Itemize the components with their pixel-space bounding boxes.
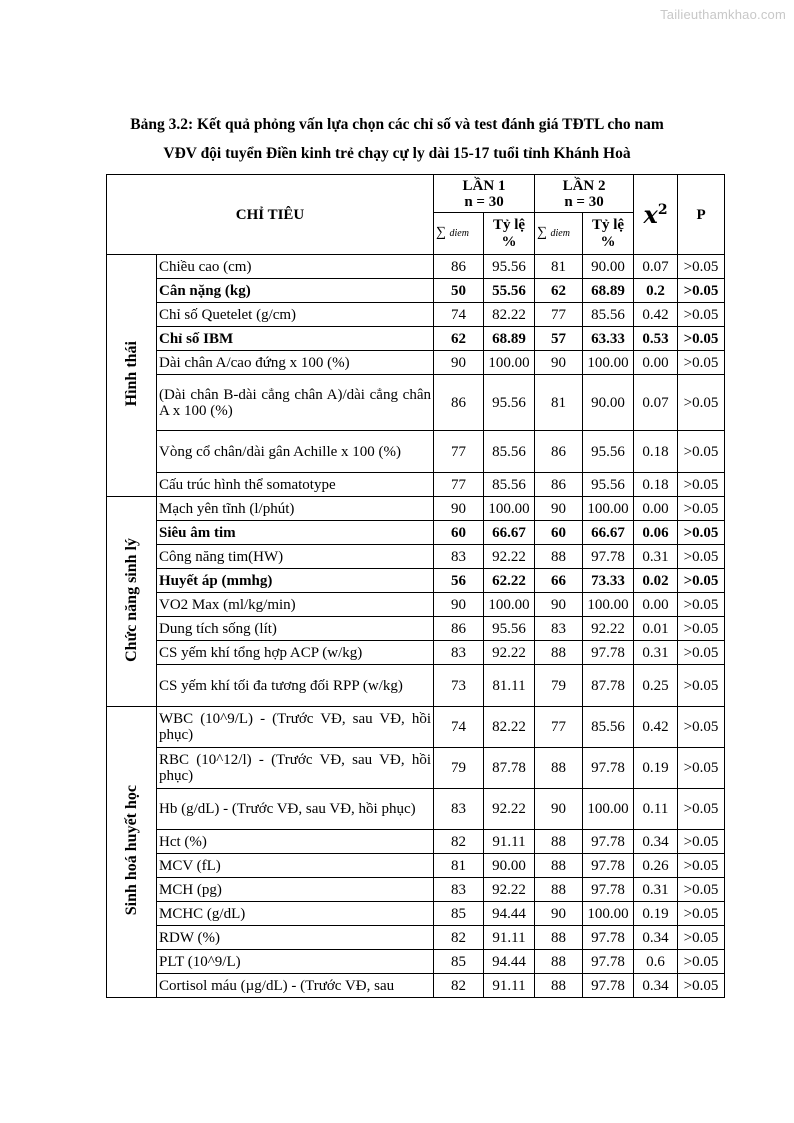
cell-chi: 0.31: [634, 878, 678, 902]
cell-rate2: 97.78: [583, 950, 634, 974]
row-name: PLT (10^9/L): [157, 950, 434, 974]
cell-rate1: 66.67: [484, 521, 535, 545]
cell-p: >0.05: [678, 974, 725, 998]
row-name: Mạch yên tĩnh (l/phút): [157, 497, 434, 521]
cell-chi: 0.00: [634, 593, 678, 617]
cell-p: >0.05: [678, 854, 725, 878]
cell-p: >0.05: [678, 375, 725, 431]
cell-p: >0.05: [678, 351, 725, 375]
cell-sum1: 82: [434, 830, 484, 854]
cell-sum2: 86: [535, 431, 583, 473]
watermark: Tailieuthamkhao.com: [660, 7, 786, 22]
cell-sum1: 85: [434, 902, 484, 926]
cell-chi: 0.26: [634, 854, 678, 878]
cell-rate1: 92.22: [484, 545, 535, 569]
row-name: RBC (10^12/l) - (Trước VĐ, sau VĐ, hồi phục): [157, 748, 434, 789]
cell-rate2: 97.78: [583, 926, 634, 950]
cell-rate1: 100.00: [484, 497, 535, 521]
table-title-line2: VĐV đội tuyển Điền kinh trẻ chạy cự ly dài 15-17 tuổi tỉnh Khánh Hoà: [163, 145, 631, 162]
cell-rate2: 68.89: [583, 279, 634, 303]
cell-sum1: 90: [434, 351, 484, 375]
cell-rate1: 95.56: [484, 255, 535, 279]
cell-chi: 0.01: [634, 617, 678, 641]
header-lan2-n: n = 30: [564, 193, 604, 210]
cell-chi: 0.42: [634, 303, 678, 327]
cell-rate2: 97.78: [583, 854, 634, 878]
cell-chi: 0.25: [634, 665, 678, 707]
row-name: CS yếm khí tối đa tương đối RPP (w/kg): [157, 665, 434, 707]
row-name: Chiều cao (cm): [157, 255, 434, 279]
row-name: Chỉ số IBM: [157, 327, 434, 351]
cell-sum2: 88: [535, 878, 583, 902]
cell-chi: 0.42: [634, 707, 678, 748]
cell-rate2: 97.78: [583, 878, 634, 902]
group-hinh-thai: [107, 255, 157, 497]
cell-sum2: 88: [535, 926, 583, 950]
header-rate-1: Tỷ lệ %: [484, 213, 535, 255]
cell-rate1: 100.00: [484, 351, 535, 375]
row-name: Công năng tim(HW): [157, 545, 434, 569]
cell-rate1: 94.44: [484, 902, 535, 926]
cell-p: >0.05: [678, 431, 725, 473]
cell-sum1: 83: [434, 789, 484, 830]
header-sum-1: [434, 213, 484, 255]
row-name: (Dài chân B-dài cẳng chân A)/dài cẳng chân A x 100 (%): [157, 375, 434, 431]
cell-sum1: 50: [434, 279, 484, 303]
cell-p: >0.05: [678, 830, 725, 854]
cell-sum2: 86: [535, 473, 583, 497]
cell-rate2: 92.22: [583, 617, 634, 641]
chi-exponent: 2: [657, 202, 668, 218]
row-name: Hct (%): [157, 830, 434, 854]
row-name: RDW (%): [157, 926, 434, 950]
cell-chi: 0.19: [634, 902, 678, 926]
cell-chi: 0.31: [634, 545, 678, 569]
row-name: Cấu trúc hình thể somatotype: [157, 473, 434, 497]
cell-p: >0.05: [678, 748, 725, 789]
cell-sum1: 86: [434, 617, 484, 641]
cell-rate2: 97.78: [583, 641, 634, 665]
cell-chi: 0.6: [634, 950, 678, 974]
cell-sum2: 81: [535, 375, 583, 431]
cell-rate1: 85.56: [484, 473, 535, 497]
row-name: Chỉ số Quetelet (g/cm): [157, 303, 434, 327]
cell-p: >0.05: [678, 569, 725, 593]
cell-rate2: 100.00: [583, 902, 634, 926]
cell-sum1: 81: [434, 854, 484, 878]
header-lan1: [434, 175, 535, 213]
cell-chi: 0.34: [634, 974, 678, 998]
cell-p: >0.05: [678, 255, 725, 279]
cell-sum2: 88: [535, 854, 583, 878]
cell-p: >0.05: [678, 878, 725, 902]
header-chi-square: [634, 175, 678, 255]
cell-rate1: 90.00: [484, 854, 535, 878]
header-lan1-label: LẦN 1: [462, 177, 506, 194]
cell-sum1: 79: [434, 748, 484, 789]
cell-rate2: 100.00: [583, 351, 634, 375]
row-name: Hb (g/dL) - (Trước VĐ, sau VĐ, hồi phục): [157, 789, 434, 830]
cell-p: >0.05: [678, 593, 725, 617]
cell-rate1: 82.22: [484, 303, 535, 327]
cell-p: >0.05: [678, 497, 725, 521]
cell-sum2: 57: [535, 327, 583, 351]
row-name: Dung tích sống (lít): [157, 617, 434, 641]
cell-rate2: 90.00: [583, 255, 634, 279]
cell-p: >0.05: [678, 926, 725, 950]
group-sinh-hoa-huyet-hoc: [107, 707, 157, 998]
cell-rate2: 90.00: [583, 375, 634, 431]
cell-rate1: 91.11: [484, 830, 535, 854]
row-name: VO2 Max (ml/kg/min): [157, 593, 434, 617]
cell-sum2: 77: [535, 303, 583, 327]
cell-rate1: 91.11: [484, 974, 535, 998]
cell-sum1: 74: [434, 707, 484, 748]
chi-symbol: x: [643, 200, 658, 229]
header-sum-2: [535, 213, 583, 255]
cell-rate1: 92.22: [484, 789, 535, 830]
header-rate-2: Tỷ lệ %: [583, 213, 634, 255]
cell-sum2: 88: [535, 545, 583, 569]
cell-rate1: 85.56: [484, 431, 535, 473]
row-name: MCV (fL): [157, 854, 434, 878]
cell-sum2: 83: [535, 617, 583, 641]
cell-chi: 0.53: [634, 327, 678, 351]
cell-sum2: 81: [535, 255, 583, 279]
cell-rate2: 73.33: [583, 569, 634, 593]
row-name: CS yếm khí tổng hợp ACP (w/kg): [157, 641, 434, 665]
cell-chi: 0.00: [634, 497, 678, 521]
cell-rate2: 95.56: [583, 473, 634, 497]
cell-rate2: 97.78: [583, 545, 634, 569]
cell-sum2: 90: [535, 351, 583, 375]
cell-sum2: 90: [535, 789, 583, 830]
cell-sum2: 90: [535, 497, 583, 521]
header-lan2: [535, 175, 634, 213]
group-label: Sinh hoá huyết học: [122, 784, 140, 916]
cell-sum2: 90: [535, 902, 583, 926]
sum-symbol-icon: ∑: [436, 225, 446, 240]
cell-rate1: 87.78: [484, 748, 535, 789]
header-lan1-n: n = 30: [464, 193, 504, 210]
group-chuc-nang-sinh-ly: [107, 497, 157, 707]
group-label: Chức năng sinh lý: [122, 537, 140, 662]
cell-chi: 0.07: [634, 255, 678, 279]
cell-chi: 0.11: [634, 789, 678, 830]
cell-sum2: 88: [535, 641, 583, 665]
row-name: Vòng cổ chân/dài gân Achille x 100 (%): [157, 431, 434, 473]
header-criteria: CHỈ TIÊU: [107, 175, 434, 255]
cell-sum2: 88: [535, 748, 583, 789]
cell-p: >0.05: [678, 303, 725, 327]
cell-chi: 0.06: [634, 521, 678, 545]
cell-rate1: 55.56: [484, 279, 535, 303]
cell-rate2: 100.00: [583, 497, 634, 521]
cell-sum1: 74: [434, 303, 484, 327]
cell-sum2: 79: [535, 665, 583, 707]
cell-sum1: 60: [434, 521, 484, 545]
group-label: Hình thái: [122, 340, 140, 407]
cell-p: >0.05: [678, 789, 725, 830]
row-name: Huyết áp (mmhg): [157, 569, 434, 593]
cell-sum1: 83: [434, 878, 484, 902]
cell-sum1: 82: [434, 974, 484, 998]
cell-sum1: 83: [434, 545, 484, 569]
cell-chi: 0.34: [634, 830, 678, 854]
cell-sum1: 90: [434, 497, 484, 521]
cell-rate2: 100.00: [583, 593, 634, 617]
cell-sum2: 90: [535, 593, 583, 617]
cell-chi: 0.34: [634, 926, 678, 950]
cell-sum2: 88: [535, 830, 583, 854]
cell-p: >0.05: [678, 617, 725, 641]
cell-chi: 0.18: [634, 473, 678, 497]
cell-rate1: 92.22: [484, 878, 535, 902]
cell-sum2: 60: [535, 521, 583, 545]
cell-rate1: 62.22: [484, 569, 535, 593]
cell-rate2: 87.78: [583, 665, 634, 707]
cell-chi: 0.2: [634, 279, 678, 303]
cell-rate1: 81.11: [484, 665, 535, 707]
cell-sum2: 88: [535, 974, 583, 998]
row-name: MCH (pg): [157, 878, 434, 902]
cell-p: >0.05: [678, 521, 725, 545]
cell-p: >0.05: [678, 665, 725, 707]
cell-sum1: 73: [434, 665, 484, 707]
cell-p: >0.05: [678, 902, 725, 926]
cell-chi: 0.31: [634, 641, 678, 665]
cell-rate1: 82.22: [484, 707, 535, 748]
table-title-line1: Bảng 3.2: Kết quả phỏng vấn lựa chọn các chỉ số và test đánh giá TĐTL cho nam: [130, 116, 664, 133]
cell-p: >0.05: [678, 327, 725, 351]
cell-rate1: 91.11: [484, 926, 535, 950]
cell-sum2: 88: [535, 950, 583, 974]
cell-sum1: 85: [434, 950, 484, 974]
cell-p: >0.05: [678, 641, 725, 665]
header-lan2-label: LẦN 2: [562, 177, 606, 194]
cell-rate1: 95.56: [484, 617, 535, 641]
cell-p: >0.05: [678, 279, 725, 303]
cell-rate2: 97.78: [583, 748, 634, 789]
cell-rate2: 85.56: [583, 303, 634, 327]
cell-rate1: 68.89: [484, 327, 535, 351]
cell-sum1: 77: [434, 431, 484, 473]
cell-rate1: 95.56: [484, 375, 535, 431]
cell-p: >0.05: [678, 545, 725, 569]
cell-p: >0.05: [678, 473, 725, 497]
cell-sum2: 62: [535, 279, 583, 303]
cell-rate2: 95.56: [583, 431, 634, 473]
cell-chi: 0.19: [634, 748, 678, 789]
row-name: Cân nặng (kg): [157, 279, 434, 303]
sum-symbol-icon: ∑: [537, 225, 547, 240]
header-p: P: [678, 175, 725, 255]
cell-chi: 0.00: [634, 351, 678, 375]
cell-sum1: 86: [434, 375, 484, 431]
cell-sum1: 77: [434, 473, 484, 497]
cell-chi: 0.02: [634, 569, 678, 593]
cell-sum1: 90: [434, 593, 484, 617]
cell-p: >0.05: [678, 950, 725, 974]
sum-sub-label: diem: [449, 228, 469, 239]
cell-rate2: 97.78: [583, 830, 634, 854]
cell-rate2: 85.56: [583, 707, 634, 748]
cell-sum2: 77: [535, 707, 583, 748]
row-name: Cortisol máu (µg/dL) - (Trước VĐ, sau: [157, 974, 434, 998]
cell-sum2: 66: [535, 569, 583, 593]
cell-sum1: 86: [434, 255, 484, 279]
cell-rate2: 66.67: [583, 521, 634, 545]
sum-sub-label: diem: [550, 228, 570, 239]
results-table: [106, 174, 725, 998]
cell-chi: 0.18: [634, 431, 678, 473]
cell-rate2: 63.33: [583, 327, 634, 351]
row-name: Siêu âm tim: [157, 521, 434, 545]
row-name: WBC (10^9/L) - (Trước VĐ, sau VĐ, hồi phục): [157, 707, 434, 748]
row-name: Dài chân A/cao đứng x 100 (%): [157, 351, 434, 375]
row-name: MCHC (g/dL): [157, 902, 434, 926]
cell-chi: 0.07: [634, 375, 678, 431]
cell-rate1: 94.44: [484, 950, 535, 974]
cell-sum1: 82: [434, 926, 484, 950]
cell-sum1: 62: [434, 327, 484, 351]
cell-sum1: 83: [434, 641, 484, 665]
cell-rate1: 100.00: [484, 593, 535, 617]
cell-rate1: 92.22: [484, 641, 535, 665]
cell-rate2: 97.78: [583, 974, 634, 998]
cell-p: >0.05: [678, 707, 725, 748]
cell-sum1: 56: [434, 569, 484, 593]
cell-rate2: 100.00: [583, 789, 634, 830]
